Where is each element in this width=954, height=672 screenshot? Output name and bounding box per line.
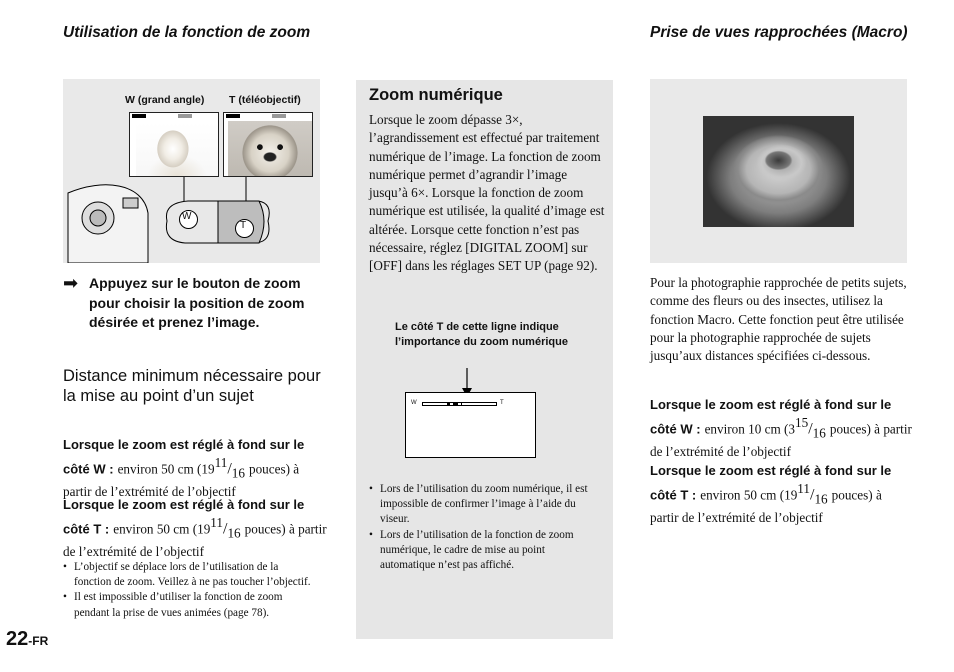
zoom-bar: [422, 402, 497, 406]
rose-photo: [703, 116, 854, 227]
digital-zoom-panel: [356, 80, 613, 639]
list-item: • L’objectif se déplace lors de l’utilisation de la fonction de zoom. Veillez à ne pas toucher l’objectif.: [63, 560, 317, 590]
digital-zoom-heading: Zoom numérique: [369, 86, 503, 104]
rose-figure: [650, 79, 907, 263]
list-item: • Lors de l’utilisation du zoom numérique, il est impossible de confirmer l’image à l’aide du viseur.: [369, 482, 597, 528]
bar-w-label: W: [411, 400, 417, 406]
wide-screen: [129, 112, 219, 177]
bar-t-label: T: [500, 400, 504, 406]
list-item: • Lors de l’utilisation de la fonction de zoom numérique, le cadre de mise au point automatique n’est pas affiché.: [369, 528, 597, 574]
page-number: 22-FR: [6, 628, 49, 650]
middle-notes: [369, 482, 597, 573]
zoom-heading: Utilisation de la fonction de zoom: [63, 24, 311, 41]
digital-zoom-body: Lorsque le zoom dépasse 3×, l’agrandissement est effectué par traitement numérique de l’image. La fonction de zoom numérique permet d’agrandir l’image jusqu’à 6×. Lorsque la fonction de zoom numérique est utilisée, la qualité d’image est altérée. Lorsque cette fonction n’est pas nécessaire, réglez [DIGITAL ZOOM] sur [OFF] dans les réglages SET UP (page 92).: [369, 112, 605, 274]
w-key-label: W: [182, 211, 192, 222]
instruction-text: Appuyez sur le bouton de zoom pour choisir la position de zoom désirée et prenez l’image.: [89, 275, 305, 330]
macro-heading: Prise de vues rapprochées (Macro): [650, 24, 908, 41]
dog-photo-tele: [228, 121, 312, 177]
tele-label: T (téléobjectif): [229, 94, 301, 106]
screen-status-bar: [130, 113, 218, 123]
arrow-right-icon: ➡: [63, 273, 79, 293]
right-w-distance: Lorsque le zoom est réglé à fond sur le côté W : environ 10 cm ($3^{15}/_{16}$ pouces) à partir de l’extrémité de l’objectif: [650, 397, 912, 459]
macro-body: Pour la photographie rapprochée de petits sujets, comme des fleurs ou des insectes, utilisez la fonction Macro. Cette fonction peut être utilisée pour la photographie rapprochée de sujets jusqu’aux distances spécifiées ci-dessous.: [650, 275, 907, 364]
min-distance-heading: Distance minimum nécessaire pour la mise au point d’un sujet: [63, 367, 321, 405]
left-t-distance: Lorsque le zoom est réglé à fond sur le côté T : environ 50 cm ($19^{11}/_{16}$ pouces) à partir de l’extrémité de l’objectif: [63, 497, 327, 559]
left-notes: [63, 560, 317, 621]
zoom-callout: Le côté T de cette ligne indique l’importance du zoom numérique: [395, 321, 568, 348]
left-w-distance: Lorsque le zoom est réglé à fond sur le côté W : environ 50 cm ($19^{11}/_{16}$ pouces) à partir de l’extrémité de l’objectif: [63, 437, 305, 499]
tele-screen: [223, 112, 313, 177]
t-key-label: T: [240, 220, 247, 231]
list-item: • Il est impossible d’utiliser la fonction de zoom pendant la prise de vues animées (page 78).: [63, 590, 317, 620]
zoom-figure: [63, 79, 320, 263]
wide-label: W (grand angle): [125, 94, 205, 106]
zoom-indicator-screen: [405, 392, 536, 458]
right-t-distance: Lorsque le zoom est réglé à fond sur le côté T : environ 50 cm ($19^{11}/_{16}$ pouces) à partir de l’extrémité de l’objectif: [650, 463, 892, 525]
dog-photo-wide: [136, 123, 218, 177]
